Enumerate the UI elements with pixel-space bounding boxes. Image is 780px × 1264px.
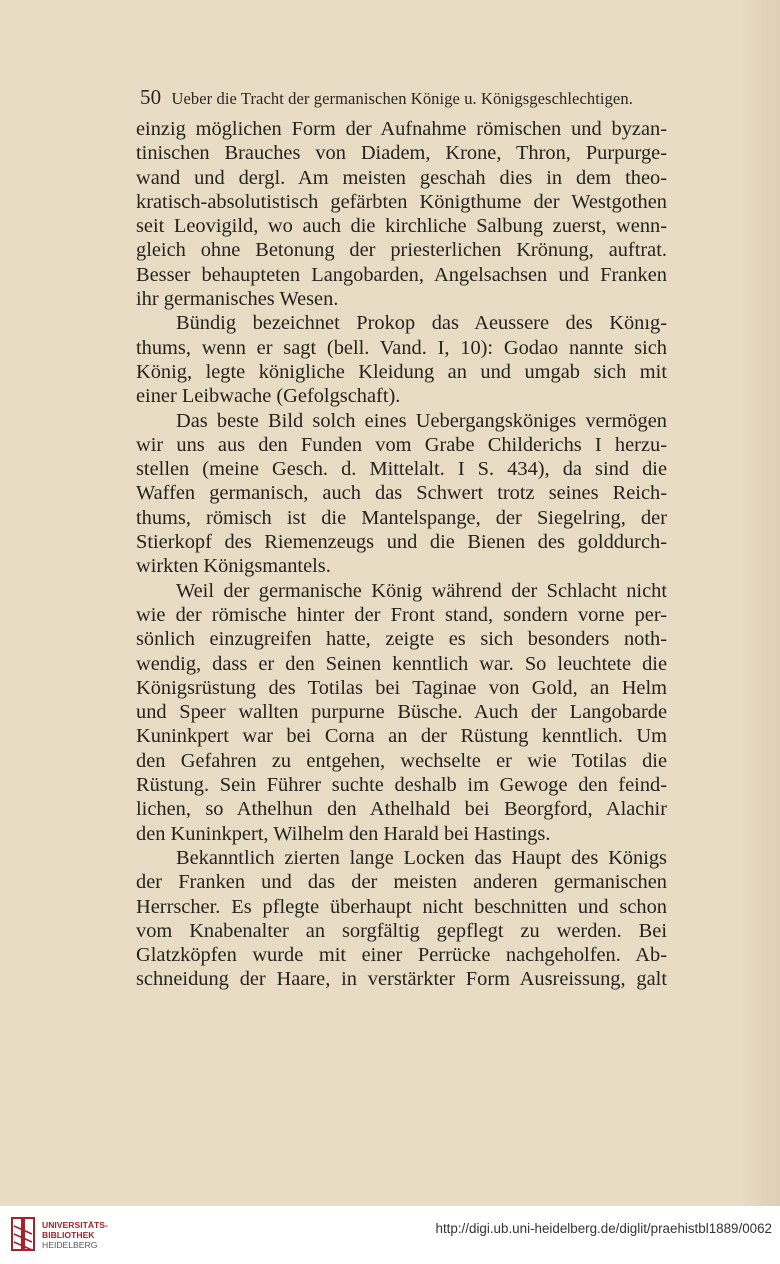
running-title: Ueber die Tracht der germanischen Könige u. Königsgeschlechtigen. bbox=[171, 89, 633, 108]
text-line: Herrscher. Es pflegte überhaupt nicht beschnitten und schon bbox=[136, 895, 667, 918]
text-line: kratisch-absolutistisch gefärbten Königthume der Westgothen bbox=[136, 190, 667, 213]
text-line: wand und dergl. Am meisten geschah dies in dem theo- bbox=[136, 166, 667, 189]
text-line: schneidung der Haare, in verstärkter Form Ausreissung, galt bbox=[136, 968, 667, 991]
library-name-line: HEIDELBERG bbox=[42, 1240, 98, 1250]
text-line: gleich ohne Betonung der priesterlichen Krönung, auftrat. bbox=[136, 239, 667, 262]
text-line: den Gefahren zu entgehen, wechselte er wie Totilas die bbox=[136, 749, 667, 772]
text-line: wie der römische hinter der Front stand, sondern vorne per- bbox=[136, 603, 667, 626]
text-line: den Kuninkpert, Wilhelm den Harald bei Hastings. bbox=[136, 822, 551, 845]
library-name bbox=[42, 1220, 108, 1250]
text-line: König, legte königliche Kleidung an und umgab sich mit bbox=[136, 360, 667, 383]
text-line: thums, römisch ist die Mantelspange, der Siegelring, der bbox=[136, 506, 667, 529]
text-line: ihr germanisches Wesen. bbox=[136, 288, 339, 311]
text-line: und Speer wallten purpurne Büsche. Auch der Langobarde bbox=[136, 701, 667, 724]
text-line: vom Knabenalter an sorgfältig gepflegt zu werden. Bei bbox=[136, 919, 667, 942]
text-line: Weil der germanische König während der Schlacht nicht bbox=[176, 579, 667, 602]
permalink-url[interactable]: http://digi.ub.uni-heidelberg.de/diglit/praehistbl1889/0062 bbox=[435, 1221, 772, 1236]
text-line: thums, wenn er sagt (bell. Vand. I, 10): Godao nannte sich bbox=[136, 336, 667, 359]
text-line: Bündig bezeichnet Prokop das Aeussere des Könıg- bbox=[176, 312, 667, 335]
text-line: lichen, so Athelhun den Athelhald bei Beorgford, Alachir bbox=[136, 798, 667, 821]
library-name-line: BIBLIOTHEK bbox=[42, 1230, 95, 1240]
text-line: Königsrüstung des Totilas bei Taginae von Gold, an Helm bbox=[136, 676, 667, 699]
text-line: einzig möglichen Form der Aufnahme römischen und byzan- bbox=[136, 118, 667, 140]
body-text bbox=[136, 117, 667, 992]
text-line: einer Leibwache (Gefolgschaft). bbox=[136, 385, 401, 408]
text-line: Kuninkpert war bei Corna an der Rüstung kenntlich. Um bbox=[136, 725, 667, 748]
text-line: sönlich einzugreifen hatte, zeigte es sich besonders noth- bbox=[136, 628, 667, 651]
text-line: stellen (meine Gesch. d. Mittelalt. I S. 434), da sind die bbox=[136, 458, 667, 481]
text-line: Waffen germanisch, auch das Schwert trotz seines Reich- bbox=[136, 482, 667, 505]
text-line: der Franken und das der meisten anderen germanischen bbox=[136, 871, 667, 894]
university-library-logo-icon bbox=[10, 1216, 36, 1252]
library-name-line: UNIVERSITÄTS- bbox=[42, 1220, 108, 1230]
text-line: wir uns aus den Funden vom Grabe Childerichs I herzu- bbox=[136, 433, 667, 456]
text-line: wendig, dass er den Seinen kenntlich war. So leuchtete die bbox=[136, 652, 667, 675]
text-line: Rüstung. Sein Führer suchte deshalb im Gewoge den feind- bbox=[136, 774, 667, 797]
page-number: 50 bbox=[140, 85, 162, 109]
viewer-footer bbox=[0, 1206, 780, 1264]
text-line: seit Leovigild, wo auch die kirchliche Salbung zuerst, wenn- bbox=[136, 215, 667, 238]
text-line: Stierkopf des Riemenzeugs und die Bienen des golddurch- bbox=[136, 531, 667, 554]
text-line: Bekanntlich zierten lange Locken das Haupt des Königs bbox=[176, 846, 667, 869]
text-line: wirkten Königsmantels. bbox=[136, 555, 331, 578]
text-line: Das beste Bild solch eines Uebergangsköniges vermögen bbox=[176, 409, 667, 432]
text-line: tinischen Brauches von Diadem, Krone, Thron, Purpurge- bbox=[136, 142, 667, 165]
running-header bbox=[140, 85, 650, 110]
text-line: Besser behaupteten Langobarden, Angelsachsen und Franken bbox=[136, 263, 667, 286]
text-line: Glatzköpfen wurde mit einer Perrücke nachgeholfen. Ab- bbox=[136, 944, 667, 967]
